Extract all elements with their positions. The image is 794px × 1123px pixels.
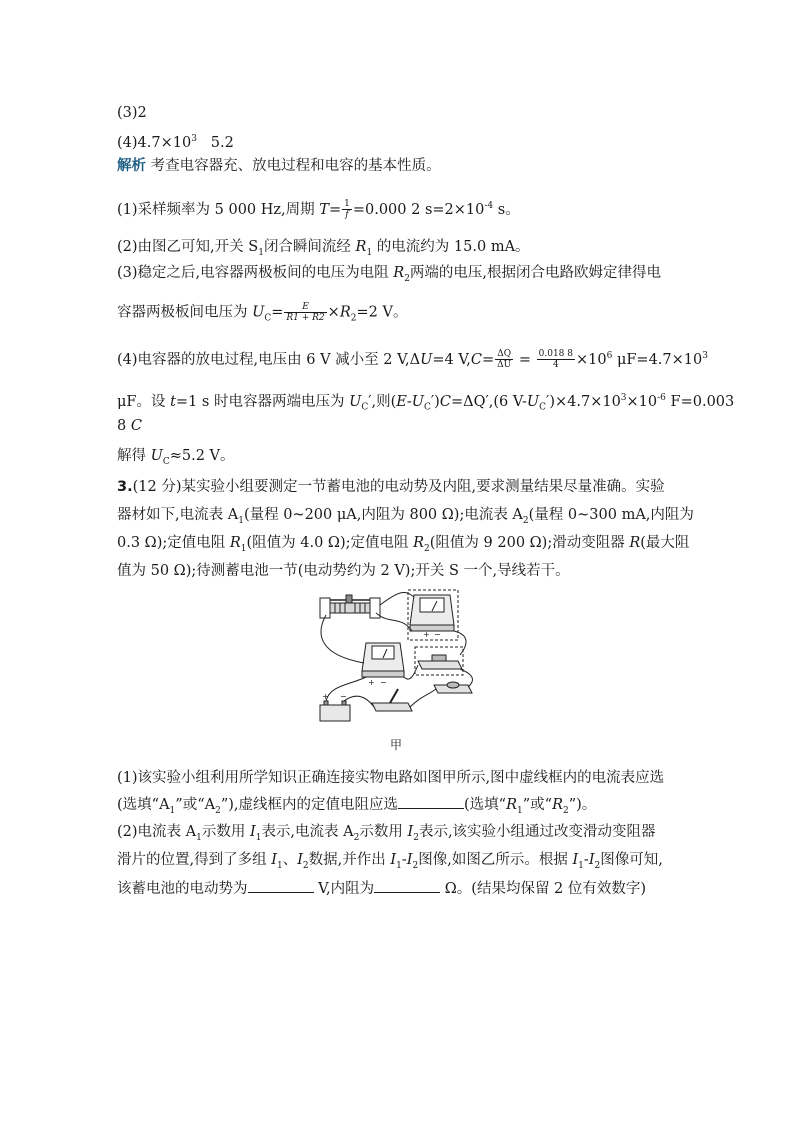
fraction: $\frac{0.018 8}{4}$ <box>538 349 573 371</box>
fraction: $\frac{E}{R1 + R2}$ <box>286 302 325 323</box>
question-number: 3. <box>117 479 133 495</box>
fraction: $\frac{1}{f}$ <box>344 199 350 221</box>
ammeter-top <box>410 595 454 631</box>
question-3-line-1: 3.(12 分)某实验小组要测定一节蓄电池的电动势及内阻,要求测量结果尽量准确。实验 <box>117 479 665 495</box>
plus-sign: + <box>322 692 329 701</box>
minus-sign: − <box>340 692 347 701</box>
analysis-line-7: 8 C <box>117 418 142 434</box>
switch <box>372 689 412 711</box>
battery <box>320 701 350 721</box>
analysis-line-3: (3)稳定之后,电容器两极板间的电压为电阻 $R_2$两端的电压,根据闭合电路欧姆定律得电 <box>117 265 662 284</box>
answer-blank[interactable] <box>374 878 440 893</box>
analysis-line-8: 解得 $U_C\approx 5.2$ V。 <box>117 448 235 467</box>
fraction: $\frac{\Delta Q}{\Delta U}$ <box>497 349 512 371</box>
question-3-line-4: 值为 50 Ω);待测蓄电池一节(电动势约为 2 V);开关 S 一个,导线若干。 <box>117 563 570 579</box>
ammeter-middle <box>362 643 404 677</box>
circuit-figure <box>310 585 490 730</box>
slide-rheostat <box>320 595 380 618</box>
answer-4: $(4)4.7\times 10^3$ 5.2 <box>117 134 234 151</box>
answer-blank[interactable] <box>398 794 464 809</box>
plus-sign: + <box>423 630 430 639</box>
analysis-line-2: (2)由图乙可知,开关 $S_1$闭合瞬间流经 $R_1$ 的电流约为 15.0 mA。 <box>117 239 530 258</box>
subquestion-2-line-1: (2)电流表 $A_1$示数用 $I_1$表示,电流表 $A_2$示数用 $I_2$表示,该实验小组通过改变滑动变阻器 <box>117 824 656 843</box>
resistor <box>418 655 462 669</box>
subquestion-2-line-2: 滑片的位置,得到了多组 $I_1$、$I_2$数据,并作出 $I_1-I_2$图像,如图乙所示。根据 $I_1-I_2$图像可知, <box>117 852 663 871</box>
subquestion-1-line-1: (1)该实验小组利用所学知识正确连接实物电路如图甲所示,图中虚线框内的电流表应选 <box>117 770 665 786</box>
analysis-line-4: 容器两极板间电压为 $U_C=$ $\frac{E}{R1 + R2}$ $\times R_2=2$ V。 <box>117 302 408 324</box>
answer-3: (3)2 <box>117 105 147 121</box>
minus-sign: − <box>380 678 387 687</box>
analysis-line-5: (4)电容器的放电过程,电压由 6 V 减小至 2 V,ΔU=4 V,C= $\frac{\Delta Q}{\Delta U}$ = $\frac{0.018 8}{4}$ $\times 10^6$ $\mu F=4.7\times 10^3$ <box>117 349 708 371</box>
subquestion-1-line-2: (选填“$A_1$”或“$A_2$”),虚线框内的定值电阻应选 (选填“$R_1$”或“$R_2$”)。 <box>117 794 596 821</box>
minus-sign: − <box>434 630 441 639</box>
figure-caption: 甲 <box>390 738 403 752</box>
analysis-heading: 解析 考查电容器充、放电过程和电容的基本性质。 <box>117 158 441 174</box>
bottom-component <box>434 682 472 693</box>
plus-sign: + <box>368 678 375 687</box>
subquestion-2-line-3: 该蓄电池的电动势为 V,内阻为 Ω。(结果均保留 2 位有效数字) <box>117 878 646 899</box>
analysis-line-1: (1)采样频率为 5 000 Hz,周期 T= $\frac{1}{f}$ =0.000 2 $s=2\times 10^{-4}$ s。 <box>117 199 520 221</box>
question-3-line-3: 0.3 Ω);定值电阻 $R_1$(阻值为 4.0 Ω);定值电阻 $R_2$(阻值为 9 200 Ω);滑动变阻器 R(最大阻 <box>117 535 690 554</box>
question-3-line-2: 器材如下,电流表 $A_1$(量程 0~200 μA,内阻为 800 Ω);电流表 $A_2$(量程 0~300 mA,内阻为 <box>117 507 694 526</box>
analysis-line-6: μF。设 t=1 s 时电容器两端电压为 $U_C'$,则$(E-U_C')C=\Delta Q',(6$ $V-U_C')\times 4.7\times 10^3\times 10^{-6}$ F=0.003 <box>117 393 735 413</box>
answer-blank[interactable] <box>248 878 314 893</box>
analysis-label: 解析 <box>117 158 146 174</box>
